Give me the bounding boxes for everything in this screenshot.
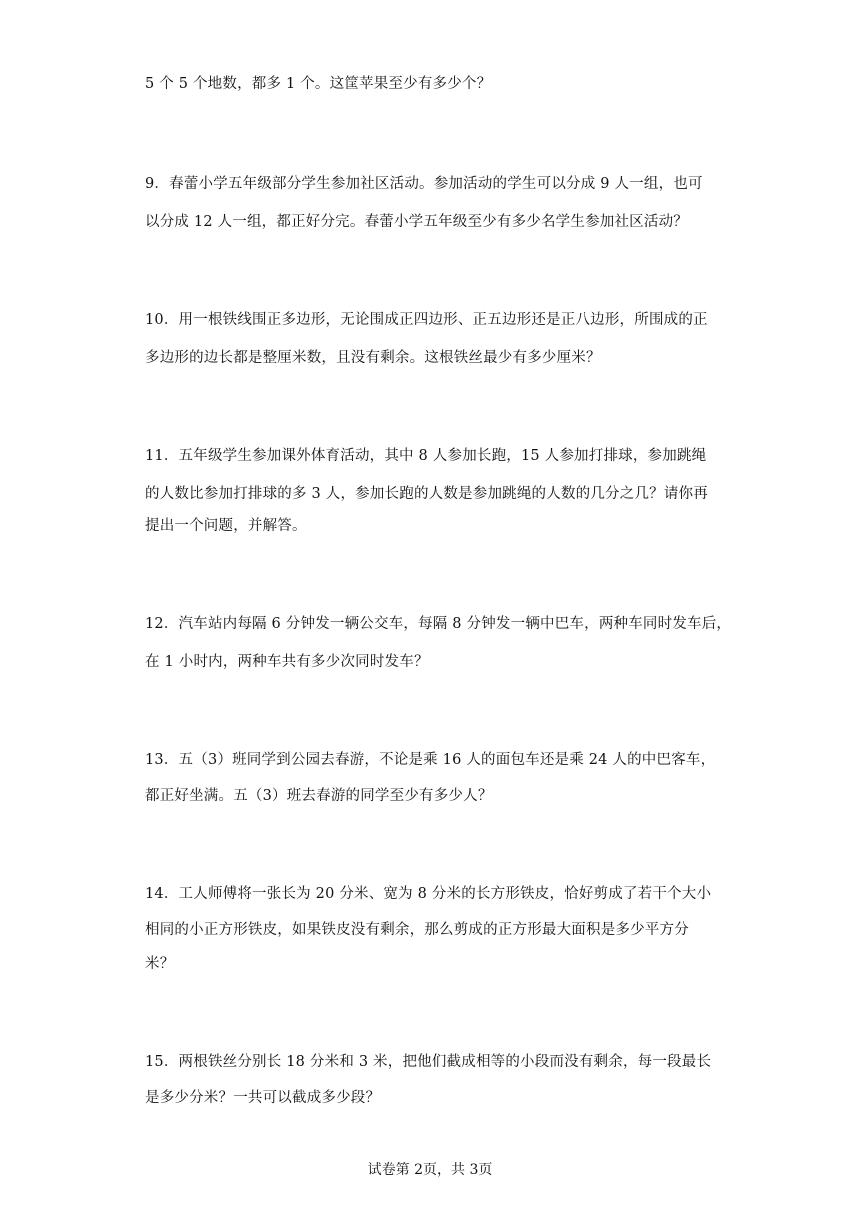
question-13-line-2: 都正好坐满。五（3）班去春游的同学至少有多少人？: [145, 788, 493, 804]
question-10-line-1: 10．用一根铁线围正多边形，无论围成正四边形、正五边形还是正八边形，所围成的正: [145, 312, 708, 328]
question-14-line-1: 14．工人师傅将一张长为 20 分米、宽为 8 分米的长方形铁皮，恰好剪成了若干个大小: [145, 886, 712, 902]
question-11-line-1: 11．五年级学生参加课外体育活动，其中 8 人参加长跑，15 人参加打排球，参加跳绳: [145, 448, 707, 464]
question-8-continuation: 5 个 5 个地数，都多 1 个。这筐苹果至少有多少个？: [145, 76, 492, 92]
page-footer: 试卷第 2页，共 3页: [367, 1162, 493, 1178]
question-11-line-3: 提出一个问题，并解答。: [145, 518, 307, 534]
question-14-line-3: 米？: [145, 956, 175, 972]
question-9-line-2: 以分成 12 人一组，都正好分完。春蕾小学五年级至少有多少名学生参加社区活动？: [145, 214, 688, 230]
question-10-line-2: 多边形的边长都是整厘米数，且没有剩余。这根铁丝最少有多少厘米？: [145, 350, 601, 366]
question-13-line-1: 13．五（3）班同学到公园去春游，不论是乘 16 人的面包车还是乘 24 人的中巴客车，: [145, 752, 716, 768]
question-12-line-1: 12．汽车站内每隔 6 分钟发一辆公交车，每隔 8 分钟发一辆中巴车，两种车同时发车后，: [145, 616, 732, 632]
question-15-line-2: 是多少分米？一共可以截成多少段？: [145, 1090, 381, 1106]
question-11-line-2: 的人数比参加打排球的多 3 人，参加长跑的人数是参加跳绳的人数的几分之几？请你再: [145, 486, 708, 502]
question-9-line-1: 9．春蕾小学五年级部分学生参加社区活动。参加活动的学生可以分成 9 人一组，也可: [145, 176, 703, 192]
question-14-line-2: 相同的小正方形铁皮，如果铁皮没有剩余，那么剪成的正方形最大面积是多少平方分: [145, 922, 689, 938]
question-12-line-2: 在 1 小时内，两种车共有多少次同时发车？: [145, 654, 429, 670]
question-15-line-1: 15．两根铁丝分别长 18 分米和 3 米，把他们截成相等的小段而没有剩余，每一段最长: [145, 1054, 712, 1070]
